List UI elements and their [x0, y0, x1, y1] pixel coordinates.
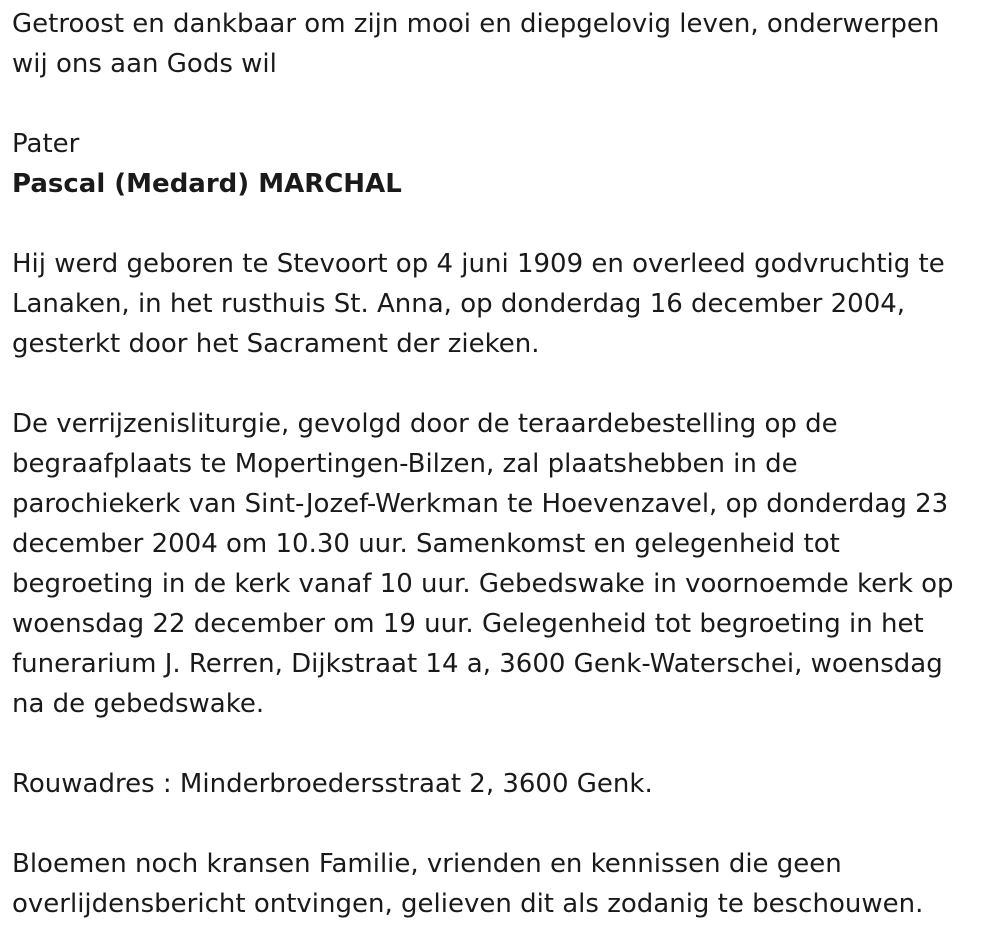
ceremony-line: parochiekerk van Sint-Jozef-Werkman te Hoevenzavel, op donderdag 23 — [12, 489, 949, 519]
ceremony-paragraph — [12, 404, 988, 724]
intro-line: wij ons aan Gods wil — [12, 49, 277, 79]
intro-line: Getroost en dankbaar om zijn mooi en diepgelovig leven, onderwerpen — [12, 9, 940, 39]
ceremony-line: begraafplaats te Mopertingen-Bilzen, zal plaatshebben in de — [12, 449, 798, 479]
address-paragraph — [12, 764, 988, 804]
ceremony-line: De verrijzenisliturgie, gevolgd door de teraardebestelling op de — [12, 409, 838, 439]
closing-line: overlijdensbericht ontvingen, gelieven dit als zodanig te beschouwen. — [12, 889, 924, 919]
ceremony-line: begroeting in de kerk vanaf 10 uur. Gebedswake in voornoemde kerk op — [12, 569, 954, 599]
ceremony-line: na de gebedswake. — [12, 689, 265, 719]
ceremony-line: funerarium J. Rerren, Dijkstraat 14 a, 3600 Genk-Waterschei, woensdag — [12, 649, 943, 679]
intro-paragraph — [12, 4, 988, 84]
closing-line: Bloemen noch kransen Familie, vrienden en kennissen die geen — [12, 849, 842, 879]
birth-death-paragraph — [12, 244, 988, 364]
birth-death-line: Lanaken, in het rusthuis St. Anna, op donderdag 16 december 2004, — [12, 289, 906, 319]
closing-paragraph — [12, 844, 988, 924]
ceremony-line: woensdag 22 december om 19 uur. Gelegenheid tot begroeting in het — [12, 609, 924, 639]
name-block — [12, 124, 988, 204]
title-prefix: Pater — [12, 129, 80, 159]
birth-death-line: Hij werd geboren te Stevoort op 4 juni 1909 en overleed godvruchtig te — [12, 249, 945, 279]
ceremony-line: december 2004 om 10.30 uur. Samenkomst en gelegenheid tot — [12, 529, 840, 559]
birth-death-line: gesterkt door het Sacrament der zieken. — [12, 329, 540, 359]
mourning-address: Rouwadres : Minderbroedersstraat 2, 3600 Genk. — [12, 769, 653, 799]
deceased-name: Pascal (Medard) MARCHAL — [12, 169, 402, 199]
